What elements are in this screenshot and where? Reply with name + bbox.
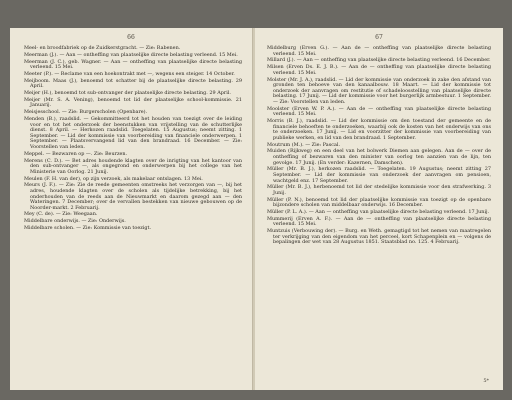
index-entry: Mummerij (Erven A. F.). — Aan de — ontheffing van plaatselijke directe belasting verleend. 15 Mei. (267, 215, 491, 228)
index-entry: Meisjesschool. — Zie: Burgerscholen (Openbare). (24, 109, 148, 116)
right-page-number: 67 (375, 34, 383, 41)
index-entry: Meijboom. Maas (J.), benoemd tot schatter bij de plaatselijke directe belasting. 29 April. (24, 77, 242, 90)
signature-mark: 5* (483, 378, 489, 384)
index-entry: Middelburg (Erven G.). — Aan de — ontheffing van plaatselijke directe belasting verleend. 15 Mei. (267, 45, 491, 57)
index-entry: Mey (C. de). — Zie: Weegaan. (24, 211, 98, 218)
index-entry: Muntzuis (Verbouwing der). — Burg. en Weth. gemagtigd tot het nemen van maatregelen ter verkrijging van den eigendom van het perceel, kort Schapenplein en — volgens de bepalingen der wet van 28 Augustus 1851. Staatsblad no. 125. 4 Februarij. (267, 228, 491, 246)
left-page (10, 28, 253, 390)
index-entry: Meijer (Mr. S. A. Vening), benoemd tot lid der plaatselijke school-kommissie. 21 Januarij. (24, 96, 242, 109)
left-entries (24, 46, 242, 232)
index-entry: Meeter (P.). — Reclame van een hoekontrakt met —, wegens een steiger. 14 October. (24, 70, 235, 77)
index-entry: Middelbare onderwijs. — Zie: Onderwijs. (24, 218, 126, 225)
index-entry: Millard (J.). — Aan — ontheffing van plaatselijke directe belasting verleend. 16 December. (267, 57, 491, 64)
index-entry: Menden (B.), raadslid. — Gekommitteerd tot het houden van toezigt over de leiding voor en tot het onderzoek der beenstukken van vrijstelling van de schutterlijke dienst. 8 April. — Herkozen raadslid. Toegelaten. 15 Augustus; neemt zitting. 1 September. — Lid der kommissie van voorbereiding van financiele onderwerpen. 1 September. — Plaatsvervangend lid van den brandraad. 16 December. — Zie: Voorstellen van leden. (24, 116, 242, 150)
index-entry: Meppel. — Bezwaren op —. Zie: Beurzen. (24, 150, 128, 157)
right-page (255, 28, 503, 390)
index-entry: Meulen (F. H. van der), op zijn verzoek, als makelaar ontslagen. 13 Mei. (24, 175, 203, 182)
index-entry: Müller (Mr. B. J.), herkozen raadslid. — Toegelaten. 19 Augustus; neemt zitting 27 September. — Lid der kommissie van onderzoek der aanvragen om pensioen, wachtgeld enz. 17 September. (267, 166, 491, 184)
index-entry: Müller (P. L. A.). — Aan — ontheffing van plaatselijke directe belasting verleend. 17 Junij. (267, 209, 490, 216)
index-entry: Middelbare scholen. — Zie: Kommissie van toezigt. (24, 225, 152, 232)
index-entry: Merens (C. D.). — Bet adres houdende klagten over de inrigting van het kantoor van den sub-ontvanger —, als ongegrond en onderwerpen bij het college van het Ministerie van Oorlog. 21 Junij. (24, 157, 242, 175)
index-entry: Morris (B. J.), raadslid. — Lid der kommissie om den toestand der gemeente en de financiele behoeften te onderzoeken, waarbij ook de kosten van het onderwijs van ons te onderzoeken. 17 Junij. — Lid en voorzitter der kommissie van voorbereiding van publieke werken, en lid van den brandraad. 1 September. (267, 118, 491, 141)
index-entry: Meijer (H.), benoemd tot sub-ontvanger der plaatselijke directe belasting. 29 April. (24, 90, 231, 97)
index-entry: Meurs (J. F.). — Zie: Zie de reede gemeenten omstreeks het verzorgen van —, bij het adres, houdende klagten over de scholen als tijdelijke betrekking, bij het onderhouden van de reeds aan de Nieuwmarkt en daarom gezegd aan — den Wateringen. 7 December; over de vervallen bestekken van nieuwe gebouwen op de Noorder-markt. 2 Februarij. (24, 182, 242, 211)
index-entry: Meerman (J.). — Aan — ontheffing van plaatselijke directe belasting verleend. 15 Mei. (24, 51, 238, 58)
index-entry: Molster (Mr. J. A.), raadslid. — Lid der kommissie van onderzoek in zake den afstand van gronden ten behoeve van den kanaalbouw. 18 Maart. — Lid der kommissie tot onderzoek der aanvragen om restitutie of schadeloosstelling van plaatselijke directe belasting. 17 Junij. — Lid der kommissie voor het burgerlijk armbestuur. 1 September. — Zie: Voorstellen van leden. (267, 76, 491, 105)
left-page-number: 66 (127, 34, 135, 41)
index-entry: Moolster (Erven W. P. A.). — Aan de — ontheffing van plaatselijke directe belasting verleend. 15 Mei. (267, 105, 491, 118)
index-entry: Meerman (J. C.), geb. Wagner. — Aan — ontheffing van plaatselijke directe belasting verleend. 15 Mei. (24, 58, 242, 71)
index-entry: Müller (P. N.), benoemd tot lid der plaatselijke kommissie van toezigt op de openbare bijzondere scholen van middelbaar onderwijs. 16 December. (267, 196, 491, 209)
index-entry: Moutrum (M.). — Zie: Pascal. (267, 141, 341, 148)
index-entry: Meel- en broodfabriek op de Zuidkerstgracht. — Zie: Rabenen. (24, 45, 181, 51)
index-entry: Muiden (Rijkweg) en een deel van het bolwerk Diemen aan gelegen. Aan de — over de ontheffing of bezwaren van den minister van oorlog ten aanzien van de lijn, ten gevolge. 17 Junij. (En verder: Kazernen, Damschen). (267, 148, 491, 166)
index-entry: Milsen (Erven Ds. E. J. B.). — Aan de — ontheffing van plaatselijke directe belasting verleend. 15 Mei. (267, 64, 491, 76)
index-entry: Müller (Mr. B. J.), herbenoemd tot lid der stedelijke kommissie voor den strafwerking. 3 Junij. (267, 184, 491, 196)
right-entries (267, 46, 491, 246)
